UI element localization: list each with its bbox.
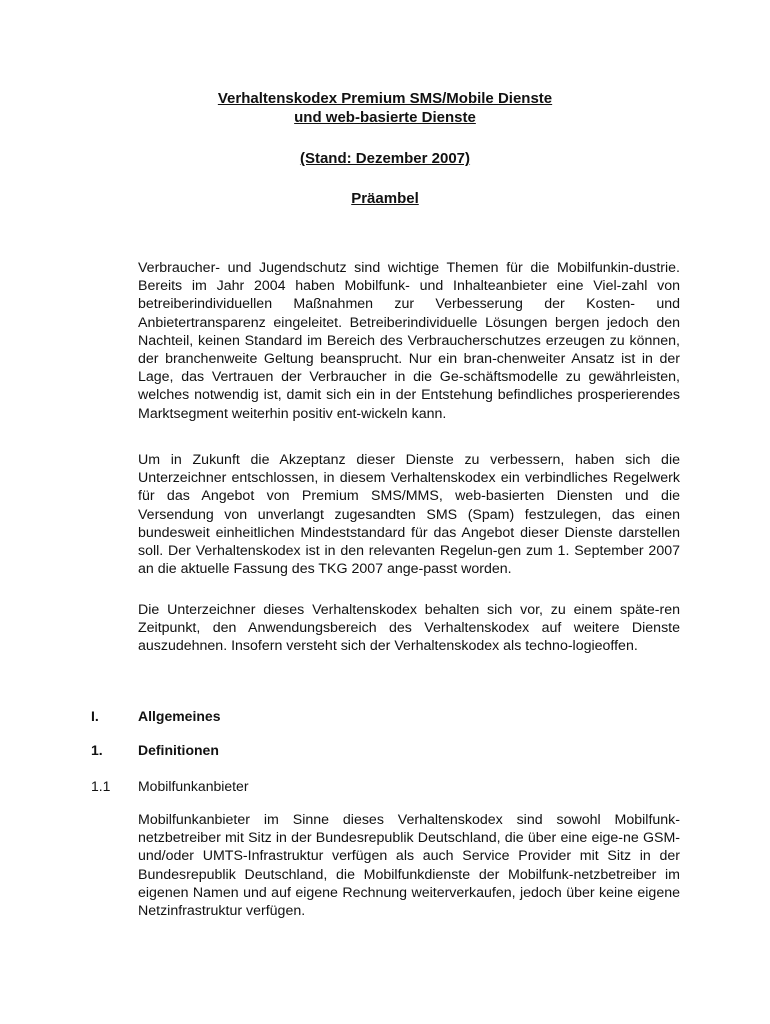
- heading-3-number: 1.1: [91, 778, 111, 794]
- heading-2-title: Definitionen: [138, 742, 219, 758]
- paragraph-1: Verbraucher- und Jugendschutz sind wichtige Themen für die Mobilfunkin-dustrie. Bereits im Jahr 2004 haben Mobilfunk- und Inhalteanbieter eine Viel-zahl von betreiberindividuellen Maßnahmen zur Verbesserung der Kosten- und Anbietertransparenz eingeleitet. Betreiberindividuelle Lösungen bergen jedoch den Nachteil, keinen Standard im Bereich des Verbraucherschutzes erzeugen zu können, der branchenweite Geltung beansprucht. Nur ein bran-chenweiter Ansatz ist in der Lage, das Vertrauen der Verbraucher in die Ge-schäftsmodelle zu gewährleisten, welches notwendig ist, damit sich ein in der Entstehung befindliches prosperierendes Marktsegment weiterhin positiv ent-wickeln kann.: [138, 260, 680, 422]
- document-title-line2: und web-basierte Dienste: [294, 109, 476, 126]
- paragraph-4: Mobilfunkanbieter im Sinne dieses Verhaltenskodex sind sowohl Mobilfunk-netzbetreiber mit Sitz in der Bundesrepublik Deutschland, die über eine eige-ne GSM- und/oder UMTS-Infrastruktur verfügen als auch Service Provider mit Sitz in der Bundesrepublik Deutschland, die Mobilfunkdienste der Mobilfunk-netzbetreiber im eigenen Namen und auf eigene Rechnung weiterverkaufen, jedoch über keine eigene Netzinfrastruktur verfügen.: [138, 812, 680, 920]
- heading-1-number: I.: [91, 708, 99, 724]
- heading-2-number: 1.: [91, 742, 103, 758]
- heading-3-title: Mobilfunkanbieter: [138, 778, 249, 794]
- paragraph-3: Die Unterzeichner dieses Verhaltenskodex behalten sich vor, zu einem späte-ren Zeitpunkt, den Anwendungsbereich des Verhaltenskodex auf weitere Dienste auszudehnen. Insofern versteht sich der Verhaltenskodex als techno-logieoffen.: [138, 602, 680, 655]
- section-title-praeambel: Präambel: [351, 190, 419, 207]
- document-title-line1: Verhaltenskodex Premium SMS/Mobile Dienste: [217, 90, 553, 107]
- document-date: (Stand: Dezember 2007): [299, 150, 471, 167]
- heading-1-title: Allgemeines: [138, 708, 221, 724]
- paragraph-2: Um in Zukunft die Akzeptanz dieser Dienste zu verbessern, haben sich die Unterzeichner entschlossen, in diesem Verhaltenskodex ein verbindliches Regelwerk für das Angebot von Premium SMS/MMS, web-basierten Diensten und die Versendung von unverlangt zugesandten SMS (Spam) festzulegen, das einen bundesweit einheitlichen Mindeststandard für das Angebot dieser Dienste darstellen soll. Der Verhaltenskodex ist in den relevanten Regelun-gen zum 1. September 2007 an die aktuelle Fassung des TKG 2007 ange-passt worden.: [138, 452, 680, 578]
- document-title: [0, 89, 770, 127]
